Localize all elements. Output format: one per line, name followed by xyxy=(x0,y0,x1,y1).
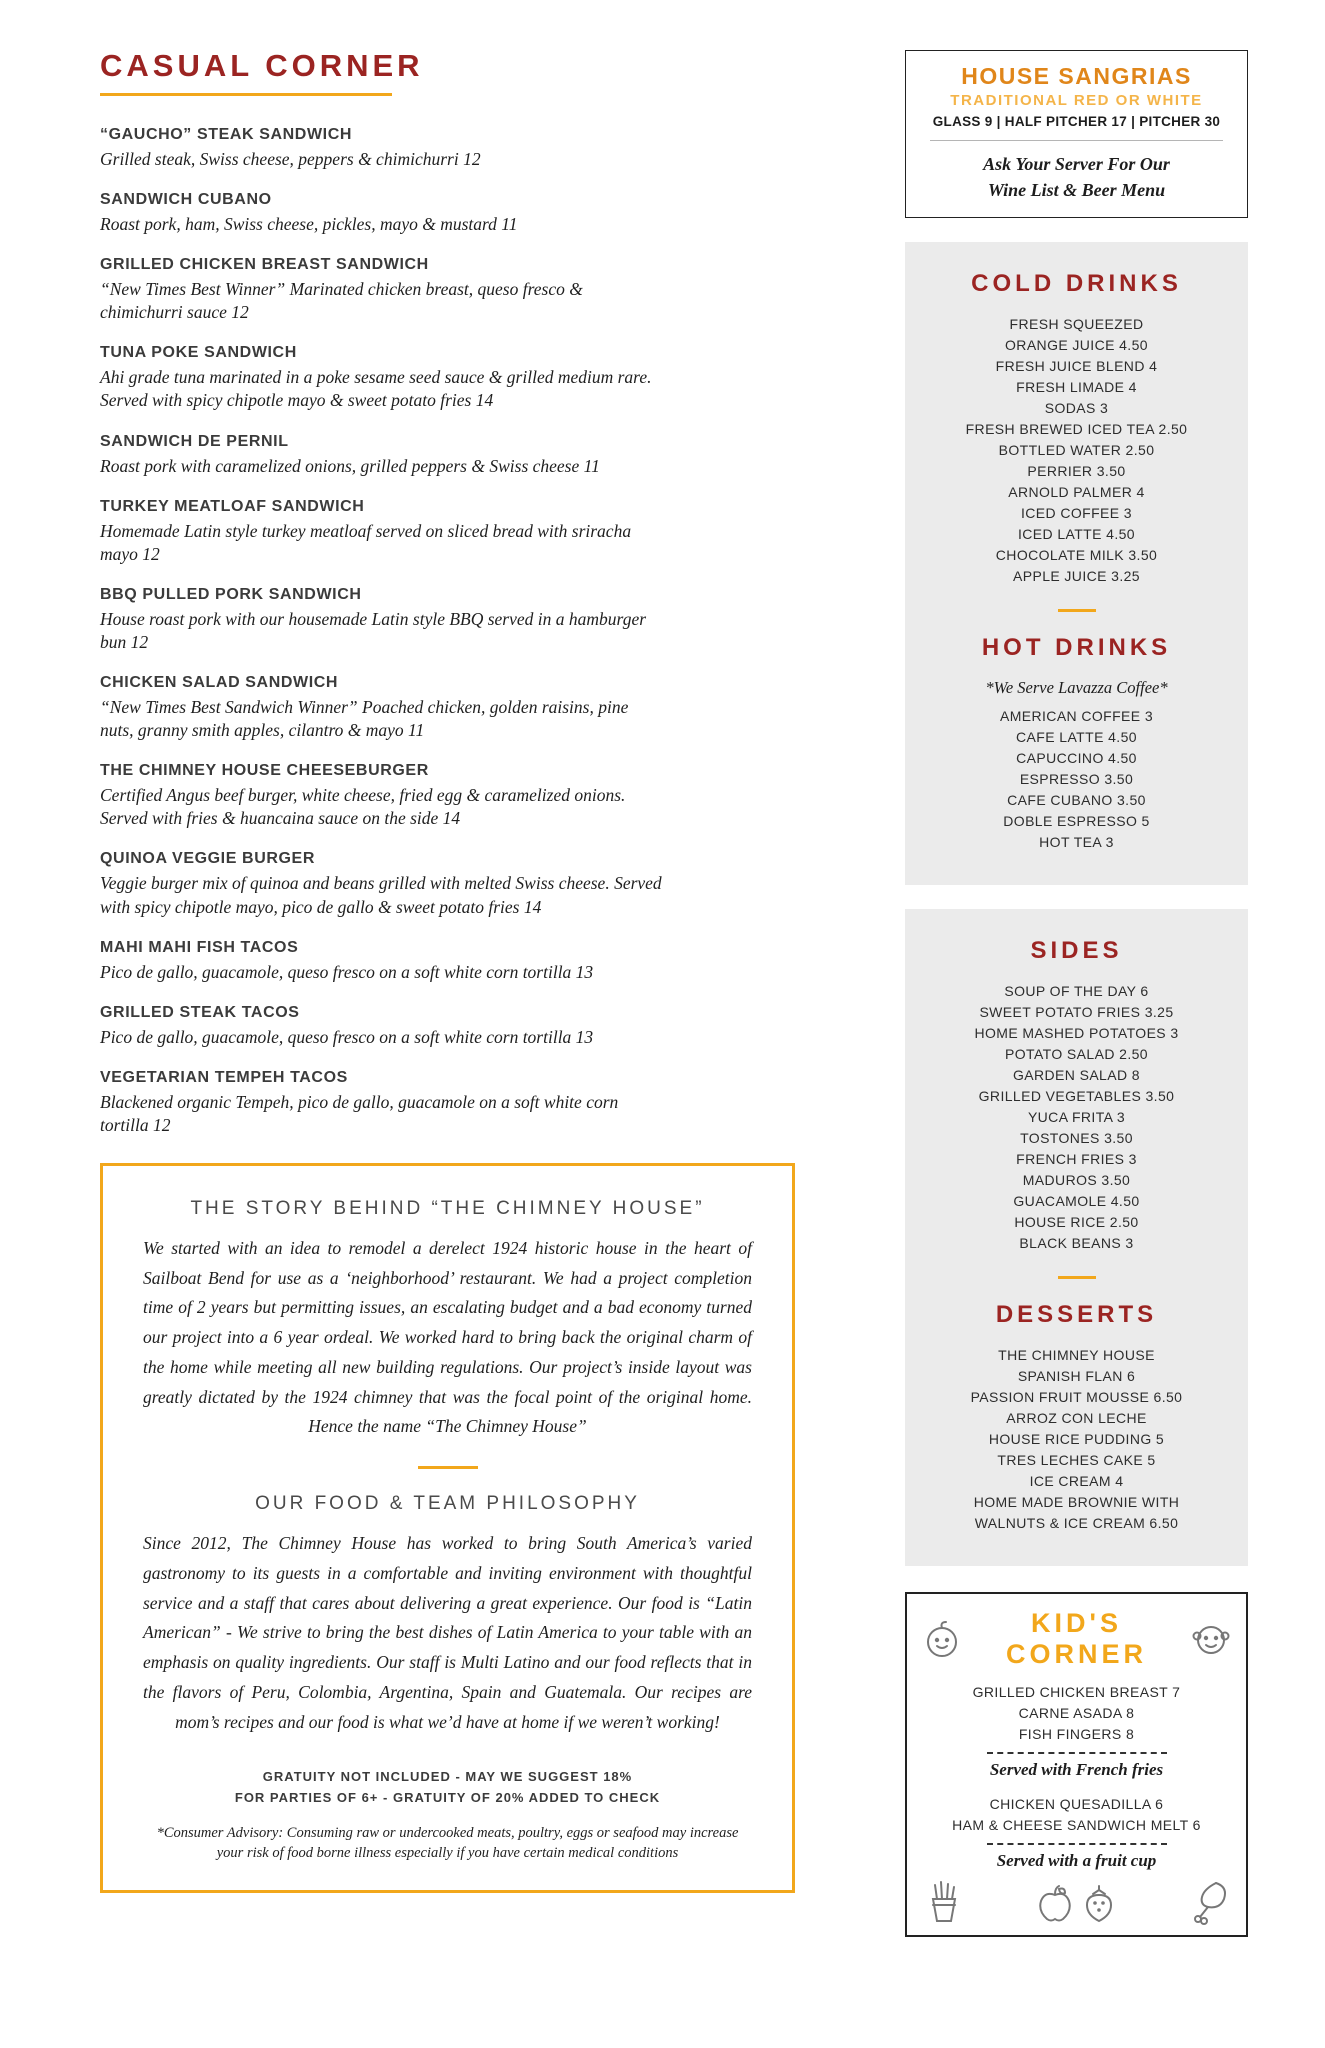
item-description: Homemade Latin style turkey meatloaf served on sliced bread with sriracha mayo 12 xyxy=(100,520,632,564)
list-line: CHICKEN QUESADILLA 6 xyxy=(989,1796,1164,1813)
sangrias-subtitle: TRADITIONAL RED OR WHITE xyxy=(950,92,1203,109)
item-description: Roast pork, ham, Swiss cheese, pickles, mayo & mustard 11 xyxy=(100,214,518,235)
list-line: FRESH BREWED ICED TEA 2.50 xyxy=(965,421,1188,438)
item-name: GRILLED STEAK TACOS xyxy=(100,1003,300,1021)
story-body: We started with an idea to remodel a derelect 1924 historic house in the heart of Sailboat Bend for use as a ‘neighborhood’ restaurant. We had a project completion time of 2 years but permitting issues, an escalating budget and a bad economy turned our project into a 6 year ordeal. We worked hard to bring back the original charm of the home while meeting all new building regulations. Our project’s inside layout was greatly dictated by the 1924 chimney that was the focal point of the original home. Hence the name “The Chimney House” xyxy=(143,1237,752,1437)
list-line: FRESH JUICE BLEND 4 xyxy=(995,358,1158,375)
list-line: FRENCH FRIES 3 xyxy=(1016,1151,1137,1168)
list-line: CAPUCCINO 4.50 xyxy=(1016,750,1137,767)
story-title: THE STORY BEHIND “THE CHIMNEY HOUSE” xyxy=(190,1197,705,1219)
philosophy-body: Since 2012, The Chimney House has worked to bring South America’s varied gastronomy to its guests in a comfortable and inviting environment with thoughtful service and a staff that cares about delivering a great experience. Our food is “Latin American” - We strive to bring the best dishes of Latin America to your table with an emphasis on quality ingredients. Our staff is Multi Latino and our food reflects that in the flavors of Peru, Colombia, Argentina, Spain and Guatemala. Our recipes are mom’s recipes and our food is what we’d have at home if we weren’t working! xyxy=(143,1533,752,1732)
list-line: SODAS 3 xyxy=(1044,400,1109,417)
apple-icon xyxy=(1035,1881,1075,1925)
fruit-icons xyxy=(1035,1881,1117,1925)
menu-item xyxy=(100,191,665,236)
list-line: BOTTLED WATER 2.50 xyxy=(998,442,1155,459)
item-description: Grilled steak, Swiss cheese, peppers & chimichurri 12 xyxy=(100,149,481,169)
list-line: GUACAMOLE 4.50 xyxy=(1013,1193,1140,1210)
kids-corner-header xyxy=(919,1608,1234,1670)
cold-drinks-list xyxy=(915,314,1238,587)
desserts-list xyxy=(915,1345,1238,1534)
philosophy-title: OUR FOOD & TEAM PHILOSOPHY xyxy=(255,1493,640,1515)
dashed-divider xyxy=(987,1752,1167,1754)
item-name: BBQ PULLED PORK SANDWICH xyxy=(100,585,362,603)
menu-item xyxy=(100,344,665,412)
menu-item xyxy=(100,433,665,478)
item-name: “GAUCHO” STEAK SANDWICH xyxy=(100,126,353,143)
list-line: BLACK BEANS 3 xyxy=(1019,1235,1134,1252)
list-line: GRILLED CHICKEN BREAST 7 xyxy=(972,1684,1181,1701)
kids-corner-title: KID'S CORNER xyxy=(1005,1608,1147,1670)
list-line: SOUP OF THE DAY 6 xyxy=(1004,983,1149,1000)
item-description: Roast pork with caramelized onions, grilled peppers & Swiss cheese 11 xyxy=(100,455,600,476)
item-description: Blackened organic Tempeh, pico de gallo, guacamole on a soft white corn tortilla 12 xyxy=(100,1091,619,1135)
menu-item xyxy=(100,498,665,566)
list-line: ARROZ CON LECHE xyxy=(1006,1410,1147,1427)
list-line: WALNUTS & ICE CREAM 6.50 xyxy=(974,1515,1179,1532)
lavazza-note: *We Serve Lavazza Coffee* xyxy=(985,678,1168,698)
right-column xyxy=(905,50,1248,1937)
list-line: CARNE ASADA 8 xyxy=(1018,1705,1135,1722)
section-divider xyxy=(1058,609,1096,612)
dashed-divider xyxy=(987,1843,1167,1845)
list-line: SWEET POTATO FRIES 3.25 xyxy=(979,1004,1174,1021)
kids-items-group-1 xyxy=(919,1682,1234,1745)
list-line: GARDEN SALAD 8 xyxy=(1013,1067,1140,1084)
menu-item xyxy=(100,850,665,918)
list-line: PASSION FRUIT MOUSSE 6.50 xyxy=(970,1389,1183,1406)
list-line: YUCA FRITA 3 xyxy=(1027,1109,1126,1126)
desserts-heading: DESSERTS xyxy=(995,1301,1158,1329)
kid-face-icon xyxy=(1190,1618,1232,1660)
hot-drinks-heading: HOT DRINKS xyxy=(981,634,1172,662)
list-line: ICED LATTE 4.50 xyxy=(1017,526,1135,543)
kids-doodle-row xyxy=(919,1877,1234,1925)
menu-item xyxy=(100,126,665,171)
list-line: HOUSE RICE 2.50 xyxy=(1014,1214,1139,1231)
item-description: Pico de gallo, guacamole, queso fresco on a soft white corn tortilla 13 xyxy=(100,1026,594,1047)
list-line: CAFE CUBANO 3.50 xyxy=(1007,792,1146,809)
list-line: TOSTONES 3.50 xyxy=(1020,1130,1133,1147)
list-line: TRES LECHES CAKE 5 xyxy=(997,1452,1156,1469)
title-underline xyxy=(100,93,392,96)
list-line: HOUSE RICE PUDDING 5 xyxy=(988,1431,1165,1448)
hot-drinks-list xyxy=(915,706,1238,853)
menu-item xyxy=(100,674,665,742)
item-name: CHICKEN SALAD SANDWICH xyxy=(100,674,339,692)
drumstick-icon xyxy=(1186,1877,1232,1925)
list-line: THE CHIMNEY HOUSE xyxy=(998,1347,1155,1364)
item-name: VEGETARIAN TEMPEH TACOS xyxy=(100,1068,348,1086)
list-line: ICED COFFEE 3 xyxy=(1021,505,1132,522)
menu-item xyxy=(100,256,665,324)
item-name: MAHI MAHI FISH TACOS xyxy=(100,938,299,956)
section-divider xyxy=(1058,1276,1096,1279)
menu-item xyxy=(100,1069,665,1137)
sides-desserts-panel xyxy=(905,909,1248,1566)
menu-item xyxy=(100,1004,665,1049)
item-description: Ahi grade tuna marinated in a poke sesame seed sauce & grilled medium rare. Served with spicy chipotle mayo & sweet potato fries 14 xyxy=(100,367,652,411)
list-line: ORANGE JUICE 4.50 xyxy=(1005,337,1148,354)
sangrias-title: HOUSE SANGRIAS xyxy=(961,63,1192,89)
gratuity-line-1: GRATUITY NOT INCLUDED - MAY WE SUGGEST 18% xyxy=(262,1769,633,1785)
kids-note-1: Served with French fries xyxy=(989,1760,1164,1780)
kids-items-group-2 xyxy=(919,1794,1234,1836)
list-line: HOT TEA 3 xyxy=(1039,834,1114,851)
kids-corner-box xyxy=(905,1592,1248,1937)
list-line: APPLE JUICE 3.25 xyxy=(1012,568,1140,585)
list-line: HOME MASHED POTATOES 3 xyxy=(974,1025,1179,1042)
list-line: PERRIER 3.50 xyxy=(1027,463,1126,480)
list-line: ICE CREAM 4 xyxy=(1029,1473,1124,1490)
list-line: MADUROS 3.50 xyxy=(1022,1172,1131,1189)
list-line: CHOCOLATE MILK 3.50 xyxy=(995,547,1158,564)
spacer xyxy=(919,1780,1234,1794)
item-name: TUNA POKE SANDWICH xyxy=(100,344,297,362)
item-description: House roast pork with our housemade Latin style BBQ served in a hamburger bun 12 xyxy=(100,608,647,652)
gratuity-line-2: FOR PARTIES OF 6+ - GRATUITY OF 20% ADDED TO CHECK xyxy=(234,1790,661,1806)
sides-list xyxy=(915,981,1238,1254)
menu-item xyxy=(100,762,665,830)
item-description: Certified Angus beef burger, white cheese, fried egg & caramelized onions. Served with fries & huancaina sauce on the side 14 xyxy=(100,785,626,829)
list-line: ESPRESSO 3.50 xyxy=(1019,771,1134,788)
list-line: ARNOLD PALMER 4 xyxy=(1008,484,1145,501)
list-line: DOBLE ESPRESSO 5 xyxy=(1003,813,1150,830)
sangrias-divider xyxy=(930,140,1223,141)
list-line: FISH FINGERS 8 xyxy=(1018,1726,1135,1743)
house-sangrias-box xyxy=(905,50,1248,218)
list-line: HAM & CHEESE SANDWICH MELT 6 xyxy=(952,1817,1201,1834)
list-line: HOME MADE BROWNIE WITH xyxy=(973,1494,1180,1511)
item-name: GRILLED CHICKEN BREAST SANDWICH xyxy=(100,256,429,274)
list-line: CAFE LATTE 4.50 xyxy=(1016,729,1137,746)
left-column xyxy=(100,48,795,1893)
kids-note-2: Served with a fruit cup xyxy=(996,1851,1157,1871)
strawberry-icon xyxy=(1081,1883,1117,1925)
server-note-line-2: Wine List & Beer Menu xyxy=(987,180,1166,201)
server-note-line-1: Ask Your Server For Our xyxy=(983,154,1170,174)
list-line: SPANISH FLAN 6 xyxy=(1017,1368,1136,1385)
cold-drinks-heading: COLD DRINKS xyxy=(971,270,1182,298)
item-name: SANDWICH DE PERNIL xyxy=(100,432,289,450)
item-name: SANDWICH CUBANO xyxy=(100,191,272,209)
section-divider xyxy=(418,1466,478,1469)
item-name: QUINOA VEGGIE BURGER xyxy=(100,850,315,868)
menu-item xyxy=(100,586,665,654)
baby-face-icon xyxy=(921,1618,963,1660)
item-name: THE CHIMNEY HOUSE CHEESEBURGER xyxy=(100,762,429,780)
item-description: Veggie burger mix of quinoa and beans grilled with melted Swiss cheese. Served with spicy chipotle mayo, pico de gallo & sweet potato fries 14 xyxy=(100,873,662,917)
fries-icon xyxy=(921,1877,965,1925)
list-line: GRILLED VEGETABLES 3.50 xyxy=(978,1088,1175,1105)
drinks-panel xyxy=(905,242,1248,885)
list-line: FRESH SQUEEZED xyxy=(1009,316,1144,333)
menu-item xyxy=(100,939,665,984)
consumer-advisory: *Consumer Advisory: Consuming raw or undercooked meats, poultry, eggs or seafood may increase your risk of food borne illness especially if you have certain medical conditions xyxy=(156,1825,739,1862)
item-description: Pico de gallo, guacamole, queso fresco on a soft white corn tortilla 13 xyxy=(100,961,594,982)
list-line: POTATO SALAD 2.50 xyxy=(1005,1046,1148,1063)
list-line: AMERICAN COFFEE 3 xyxy=(999,708,1154,725)
sangrias-prices: GLASS 9 | HALF PITCHER 17 | PITCHER 30 xyxy=(932,114,1221,129)
story-box xyxy=(100,1163,795,1893)
gratuity-note xyxy=(143,1767,752,1809)
sides-heading: SIDES xyxy=(1030,937,1123,965)
list-line: FRESH LIMADE 4 xyxy=(1016,379,1137,396)
item-description: “New Times Best Sandwich Winner” Poached chicken, golden raisins, pine nuts, granny smith apples, cilantro & mayo 11 xyxy=(100,697,629,741)
item-description: “New Times Best Winner” Marinated chicken breast, queso fresco & chimichurri sauce 12 xyxy=(100,279,583,323)
casual-corner-items xyxy=(100,126,665,1137)
page-title: CASUAL CORNER xyxy=(100,48,424,83)
item-name: TURKEY MEATLOAF SANDWICH xyxy=(100,497,365,515)
